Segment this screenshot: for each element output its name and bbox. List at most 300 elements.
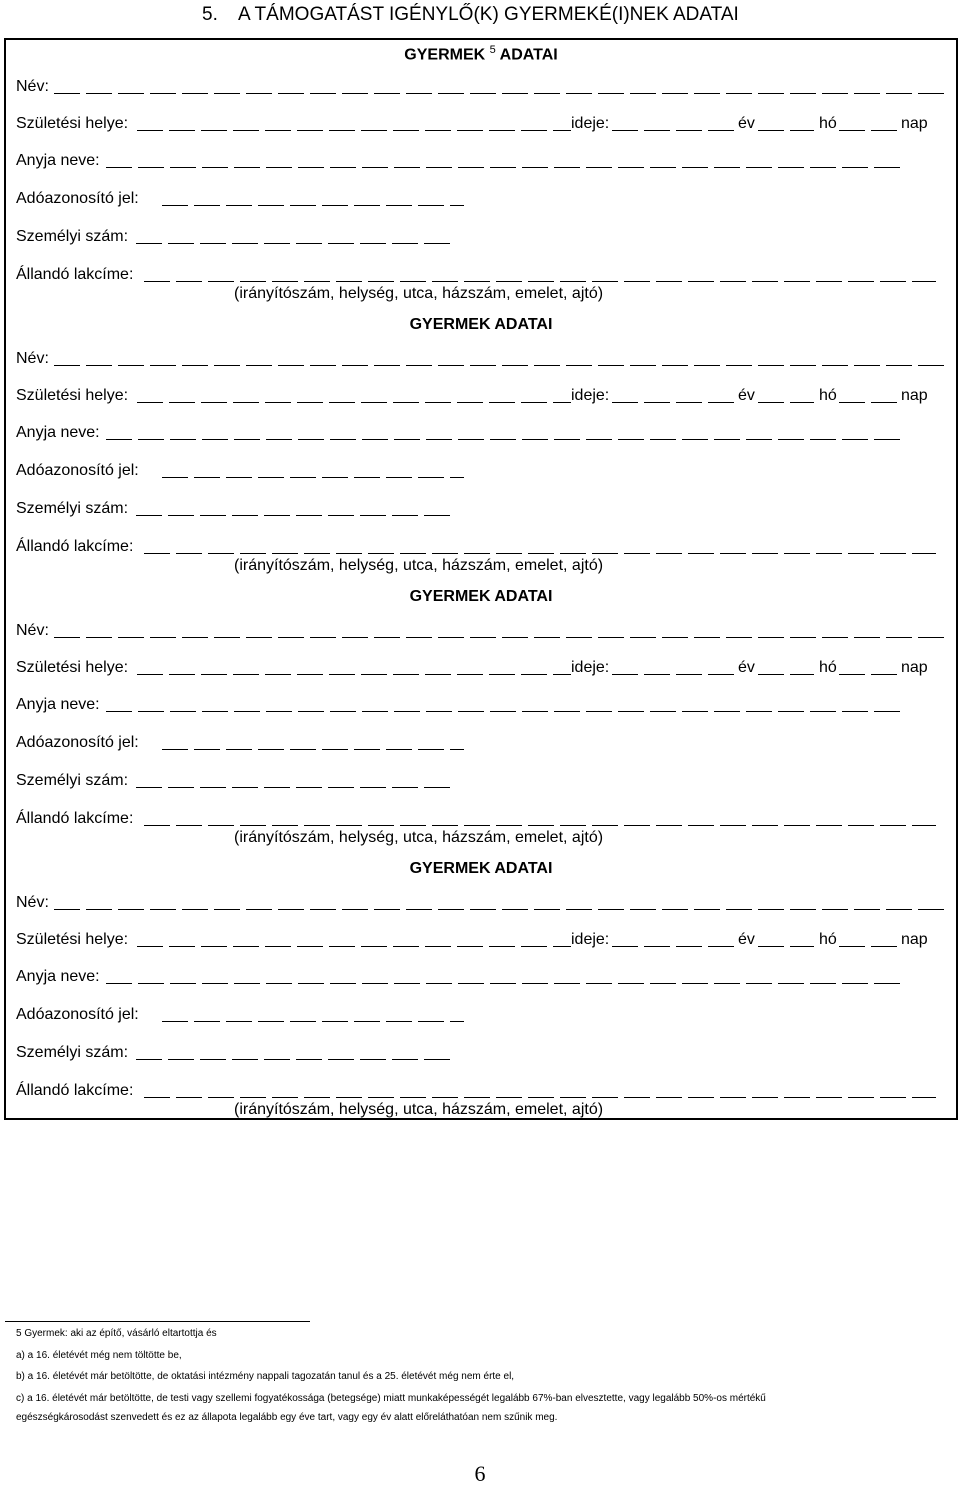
birth-date-label: ideje: bbox=[571, 931, 610, 948]
child-block-heading: GYERMEK ADATAI bbox=[409, 860, 553, 877]
footnote-5: 5 Gyermek: aki az építő, vásárló eltartottja és bbox=[16, 1328, 217, 1339]
address-label: Állandó lakcíme: bbox=[16, 538, 134, 555]
answer-line-segment bbox=[264, 1059, 290, 1060]
answer-line-segment bbox=[118, 93, 144, 94]
answer-line-segment bbox=[874, 711, 900, 712]
answer-line-segment bbox=[258, 1021, 284, 1022]
answer-line-segment bbox=[746, 439, 772, 440]
answer-line-segment bbox=[266, 167, 292, 168]
answer-line-segment bbox=[502, 93, 528, 94]
answer-line-segment bbox=[708, 402, 734, 403]
answer-line-segment bbox=[854, 637, 880, 638]
answer-line-segment bbox=[816, 281, 842, 282]
answer-line-segment bbox=[328, 1059, 354, 1060]
answer-line-segment bbox=[170, 711, 196, 712]
answer-line-segment bbox=[758, 402, 784, 403]
answer-line-segment bbox=[746, 983, 772, 984]
answer-line-segment bbox=[708, 674, 734, 675]
answer-line-segment bbox=[784, 1097, 810, 1098]
birth-date-label: ideje: bbox=[571, 659, 610, 676]
answer-line-segment bbox=[624, 553, 650, 554]
answer-line-segment bbox=[297, 402, 323, 403]
answer-line-segment bbox=[234, 167, 260, 168]
answer-line-segment bbox=[169, 402, 195, 403]
answer-line-segment bbox=[592, 1097, 618, 1098]
answer-line-segment bbox=[662, 93, 688, 94]
answer-line-segment bbox=[278, 909, 304, 910]
answer-line-segment bbox=[630, 637, 656, 638]
answer-line-segment bbox=[328, 787, 354, 788]
answer-line-segment bbox=[432, 825, 458, 826]
answer-line-segment bbox=[553, 402, 571, 403]
answer-line-segment bbox=[258, 205, 284, 206]
answer-line-segment bbox=[290, 205, 316, 206]
answer-line-segment bbox=[554, 983, 580, 984]
answer-line-segment bbox=[682, 983, 708, 984]
answer-line-segment bbox=[778, 439, 804, 440]
answer-line-segment bbox=[304, 825, 330, 826]
answer-line-segment bbox=[386, 1021, 412, 1022]
answer-line-segment bbox=[330, 711, 356, 712]
answer-line-segment bbox=[137, 674, 163, 675]
child-block-heading: GYERMEK $^5$ ADATAI bbox=[404, 44, 558, 64]
answer-line-segment bbox=[226, 1021, 252, 1022]
answer-line-segment bbox=[650, 711, 676, 712]
answer-line-segment bbox=[150, 909, 176, 910]
answer-line-segment bbox=[240, 281, 266, 282]
footnote-ref: 5 bbox=[489, 44, 496, 56]
answer-line-segment bbox=[694, 637, 720, 638]
answer-line-segment bbox=[393, 946, 419, 947]
answer-line-segment bbox=[426, 167, 452, 168]
answer-line-segment bbox=[162, 1021, 188, 1022]
answer-line-segment bbox=[650, 983, 676, 984]
answer-line-segment bbox=[354, 477, 380, 478]
answer-line-segment bbox=[322, 477, 348, 478]
answer-line-segment bbox=[822, 93, 848, 94]
answer-line-segment bbox=[534, 909, 560, 910]
answer-line-segment bbox=[438, 93, 464, 94]
answer-line-segment bbox=[290, 477, 316, 478]
answer-line-segment bbox=[854, 909, 880, 910]
name-label: Név: bbox=[16, 622, 49, 639]
answer-line-segment bbox=[644, 946, 670, 947]
answer-line-segment bbox=[848, 825, 874, 826]
answer-line-segment bbox=[726, 365, 752, 366]
answer-line-segment bbox=[842, 711, 868, 712]
tax-id-label: Adóazonosító jel: bbox=[16, 1006, 139, 1023]
answer-line-segment bbox=[726, 909, 752, 910]
answer-line-segment bbox=[426, 711, 452, 712]
answer-line-segment bbox=[362, 439, 388, 440]
answer-line-segment bbox=[489, 130, 515, 131]
answer-line-segment bbox=[362, 711, 388, 712]
answer-line-segment bbox=[424, 1059, 450, 1060]
answer-line-segment bbox=[360, 243, 386, 244]
answer-line-segment bbox=[522, 439, 548, 440]
answer-line-segment bbox=[880, 825, 906, 826]
answer-line-segment bbox=[612, 946, 638, 947]
answer-line-segment bbox=[368, 825, 394, 826]
answer-line-segment bbox=[784, 281, 810, 282]
answer-line-segment bbox=[457, 674, 483, 675]
answer-line-segment bbox=[425, 130, 451, 131]
answer-line-segment bbox=[880, 1097, 906, 1098]
answer-line-segment bbox=[144, 825, 170, 826]
answer-line-segment bbox=[676, 674, 702, 675]
answer-line-segment bbox=[362, 167, 388, 168]
answer-line-segment bbox=[392, 515, 418, 516]
answer-line-segment bbox=[272, 553, 298, 554]
answer-line-segment bbox=[662, 637, 688, 638]
answer-line-segment bbox=[202, 439, 228, 440]
answer-line-segment bbox=[458, 439, 484, 440]
answer-line-segment bbox=[278, 637, 304, 638]
answer-line-segment bbox=[560, 281, 586, 282]
answer-line-segment bbox=[496, 825, 522, 826]
answer-line-segment bbox=[656, 553, 682, 554]
child-block-heading: GYERMEK ADATAI bbox=[409, 588, 553, 605]
answer-line-segment bbox=[322, 1021, 348, 1022]
month-label: hó bbox=[819, 387, 837, 404]
address-hint: (irányítószám, helység, utca, házszám, emelet, ajtó) bbox=[234, 1101, 604, 1118]
answer-line-segment bbox=[392, 787, 418, 788]
answer-line-segment bbox=[496, 1097, 522, 1098]
answer-line-segment bbox=[298, 167, 324, 168]
mother-name-label: Anyja neve: bbox=[16, 696, 100, 713]
answer-line-segment bbox=[650, 439, 676, 440]
answer-line-segment bbox=[630, 93, 656, 94]
answer-line-segment bbox=[418, 477, 444, 478]
answer-line-segment bbox=[176, 281, 202, 282]
answer-line-segment bbox=[330, 167, 356, 168]
answer-line-segment bbox=[871, 402, 897, 403]
answer-line-segment bbox=[232, 515, 258, 516]
answer-line-segment bbox=[202, 167, 228, 168]
footnote-item-c: c) a 16. életévét már betöltötte, de testi vagy szellemi fogyatékossága (betegsége) miatt munkaképességét legalább 67%-ban elvesztette, vagy legalább 50%-os mértékű bbox=[16, 1393, 766, 1404]
answer-line-segment bbox=[726, 637, 752, 638]
answer-line-segment bbox=[790, 674, 814, 675]
answer-line-segment bbox=[630, 365, 656, 366]
personal-id-label: Személyi szám: bbox=[16, 500, 129, 517]
answer-line-segment bbox=[598, 909, 624, 910]
answer-line-segment bbox=[202, 711, 228, 712]
answer-line-segment bbox=[240, 825, 266, 826]
answer-line-segment bbox=[240, 1097, 266, 1098]
answer-line-segment bbox=[458, 711, 484, 712]
answer-line-segment bbox=[848, 281, 874, 282]
answer-line-segment bbox=[694, 93, 720, 94]
answer-line-segment bbox=[296, 1059, 322, 1060]
answer-line-segment bbox=[450, 1021, 464, 1022]
answer-line-segment bbox=[758, 909, 784, 910]
personal-id-label: Személyi szám: bbox=[16, 772, 129, 789]
answer-line-segment bbox=[400, 1097, 426, 1098]
answer-line-segment bbox=[234, 983, 260, 984]
answer-line-segment bbox=[265, 402, 291, 403]
answer-line-segment bbox=[676, 402, 702, 403]
year-label: év bbox=[738, 387, 755, 404]
answer-line-segment bbox=[265, 946, 291, 947]
answer-line-segment bbox=[496, 553, 522, 554]
answer-line-segment bbox=[682, 167, 708, 168]
answer-line-segment bbox=[272, 281, 298, 282]
mother-name-label: Anyja neve: bbox=[16, 152, 100, 169]
answer-line-segment bbox=[464, 281, 490, 282]
answer-line-segment bbox=[842, 439, 868, 440]
answer-line-segment bbox=[490, 711, 516, 712]
answer-line-segment bbox=[342, 637, 368, 638]
answer-line-segment bbox=[714, 983, 740, 984]
answer-line-segment bbox=[392, 1059, 418, 1060]
answer-line-segment bbox=[490, 167, 516, 168]
answer-line-segment bbox=[521, 946, 547, 947]
answer-line-segment bbox=[810, 983, 836, 984]
answer-line-segment bbox=[354, 1021, 380, 1022]
answer-line-segment bbox=[656, 1097, 682, 1098]
answer-line-segment bbox=[522, 167, 548, 168]
answer-line-segment bbox=[406, 637, 432, 638]
answer-line-segment bbox=[489, 402, 515, 403]
answer-line-segment bbox=[842, 167, 868, 168]
answer-line-segment bbox=[200, 1059, 226, 1060]
answer-line-segment bbox=[553, 130, 571, 131]
answer-line-segment bbox=[450, 749, 464, 750]
answer-line-segment bbox=[502, 637, 528, 638]
answer-line-segment bbox=[586, 167, 612, 168]
answer-line-segment bbox=[342, 909, 368, 910]
answer-line-segment bbox=[708, 130, 734, 131]
answer-line-segment bbox=[598, 365, 624, 366]
answer-line-segment bbox=[424, 787, 450, 788]
answer-line-segment bbox=[426, 439, 452, 440]
answer-line-segment bbox=[810, 711, 836, 712]
answer-line-segment bbox=[534, 637, 560, 638]
answer-line-segment bbox=[118, 637, 144, 638]
answer-line-segment bbox=[839, 402, 865, 403]
answer-line-segment bbox=[176, 825, 202, 826]
answer-line-segment bbox=[708, 946, 734, 947]
answer-line-segment bbox=[329, 946, 355, 947]
answer-line-segment bbox=[457, 130, 483, 131]
answer-line-segment bbox=[470, 637, 496, 638]
answer-line-segment bbox=[258, 477, 284, 478]
answer-line-segment bbox=[118, 909, 144, 910]
answer-line-segment bbox=[233, 946, 259, 947]
personal-id-label: Személyi szám: bbox=[16, 1044, 129, 1061]
answer-line-segment bbox=[470, 909, 496, 910]
child-block-3 bbox=[6, 584, 956, 854]
answer-line-segment bbox=[758, 93, 784, 94]
answer-line-segment bbox=[208, 553, 234, 554]
answer-line-segment bbox=[170, 439, 196, 440]
answer-line-segment bbox=[304, 553, 330, 554]
answer-line-segment bbox=[489, 946, 515, 947]
answer-line-segment bbox=[362, 983, 388, 984]
name-label: Név: bbox=[16, 350, 49, 367]
answer-line-segment bbox=[688, 281, 714, 282]
month-label: hó bbox=[819, 659, 837, 676]
birthplace-label: Születési helye: bbox=[16, 387, 129, 404]
answer-line-segment bbox=[144, 281, 170, 282]
answer-line-segment bbox=[592, 281, 618, 282]
answer-line-segment bbox=[214, 365, 240, 366]
answer-line-segment bbox=[418, 749, 444, 750]
answer-line-segment bbox=[290, 749, 316, 750]
answer-line-segment bbox=[298, 711, 324, 712]
answer-line-segment bbox=[618, 711, 644, 712]
answer-line-segment bbox=[528, 825, 554, 826]
answer-line-segment bbox=[296, 515, 322, 516]
answer-line-segment bbox=[264, 243, 290, 244]
answer-line-segment bbox=[264, 787, 290, 788]
answer-line-segment bbox=[246, 365, 272, 366]
answer-line-segment bbox=[310, 365, 336, 366]
answer-line-segment bbox=[790, 93, 816, 94]
answer-line-segment bbox=[374, 365, 400, 366]
answer-line-segment bbox=[554, 711, 580, 712]
answer-line-segment bbox=[425, 946, 451, 947]
answer-line-segment bbox=[136, 243, 162, 244]
answer-line-segment bbox=[200, 787, 226, 788]
answer-line-segment bbox=[272, 825, 298, 826]
answer-line-segment bbox=[118, 365, 144, 366]
answer-line-segment bbox=[176, 553, 202, 554]
answer-line-segment bbox=[418, 1021, 444, 1022]
answer-line-segment bbox=[528, 281, 554, 282]
answer-line-segment bbox=[810, 439, 836, 440]
birthplace-label: Születési helye: bbox=[16, 115, 129, 132]
answer-line-segment bbox=[226, 749, 252, 750]
answer-line-segment bbox=[880, 553, 906, 554]
answer-line-segment bbox=[278, 365, 304, 366]
answer-line-segment bbox=[106, 983, 132, 984]
answer-line-segment bbox=[778, 167, 804, 168]
answer-line-segment bbox=[822, 637, 848, 638]
answer-line-segment bbox=[208, 1097, 234, 1098]
answer-line-segment bbox=[361, 674, 387, 675]
answer-line-segment bbox=[784, 825, 810, 826]
answer-line-segment bbox=[560, 553, 586, 554]
answer-line-segment bbox=[168, 243, 194, 244]
answer-line-segment bbox=[170, 167, 196, 168]
answer-line-segment bbox=[234, 711, 260, 712]
answer-line-segment bbox=[464, 1097, 490, 1098]
answer-line-segment bbox=[386, 205, 412, 206]
section-title bbox=[202, 4, 739, 26]
answer-line-segment bbox=[394, 711, 420, 712]
answer-line-segment bbox=[720, 281, 746, 282]
answer-line-segment bbox=[662, 365, 688, 366]
footnote-item-c-continued: egészségkárosodást szenvedett és ez az állapota legalább egy éve tart, vagy egy év alatt előreláthatóan nem szűnik meg. bbox=[16, 1412, 558, 1423]
answer-line-segment bbox=[560, 825, 586, 826]
answer-line-segment bbox=[758, 946, 784, 947]
answer-line-segment bbox=[138, 439, 164, 440]
answer-line-segment bbox=[816, 825, 842, 826]
answer-line-segment bbox=[278, 93, 304, 94]
answer-line-segment bbox=[201, 402, 227, 403]
answer-line-segment bbox=[330, 439, 356, 440]
answer-line-segment bbox=[746, 167, 772, 168]
answer-line-segment bbox=[360, 515, 386, 516]
footnote-item-b: b) a 16. életévét már betöltötte, de oktatási intézmény nappali tagozatán tanul és a 25. életévét még nem érte el, bbox=[16, 1371, 515, 1382]
answer-line-segment bbox=[758, 365, 784, 366]
answer-line-segment bbox=[201, 130, 227, 131]
answer-line-segment bbox=[918, 93, 944, 94]
tax-id-label: Adóazonosító jel: bbox=[16, 462, 139, 479]
answer-line-segment bbox=[822, 365, 848, 366]
answer-line-segment bbox=[790, 637, 816, 638]
address-hint: (irányítószám, helység, utca, házszám, emelet, ajtó) bbox=[234, 829, 604, 846]
answer-line-segment bbox=[400, 825, 426, 826]
answer-line-segment bbox=[912, 553, 936, 554]
answer-line-segment bbox=[182, 909, 208, 910]
answer-line-segment bbox=[425, 674, 451, 675]
answer-line-segment bbox=[521, 130, 547, 131]
answer-line-segment bbox=[842, 983, 868, 984]
answer-line-segment bbox=[386, 477, 412, 478]
answer-line-segment bbox=[676, 946, 702, 947]
answer-line-segment bbox=[624, 825, 650, 826]
birth-date-label: ideje: bbox=[571, 387, 610, 404]
answer-line-segment bbox=[360, 1059, 386, 1060]
answer-line-segment bbox=[208, 825, 234, 826]
answer-line-segment bbox=[720, 825, 746, 826]
answer-line-segment bbox=[393, 674, 419, 675]
answer-line-segment bbox=[374, 637, 400, 638]
answer-line-segment bbox=[290, 1021, 316, 1022]
answer-line-segment bbox=[886, 93, 912, 94]
answer-line-segment bbox=[265, 674, 291, 675]
answer-line-segment bbox=[912, 1097, 936, 1098]
answer-line-segment bbox=[656, 825, 682, 826]
answer-line-segment bbox=[871, 946, 897, 947]
answer-line-segment bbox=[233, 402, 259, 403]
answer-line-segment bbox=[361, 402, 387, 403]
answer-line-segment bbox=[598, 637, 624, 638]
answer-line-segment bbox=[214, 637, 240, 638]
answer-line-segment bbox=[662, 909, 688, 910]
answer-line-segment bbox=[169, 130, 195, 131]
answer-line-segment bbox=[162, 749, 188, 750]
year-label: év bbox=[738, 659, 755, 676]
answer-line-segment bbox=[534, 93, 560, 94]
answer-line-segment bbox=[201, 946, 227, 947]
answer-line-segment bbox=[918, 909, 944, 910]
answer-line-segment bbox=[528, 553, 554, 554]
children-data-form bbox=[4, 38, 958, 1120]
answer-line-segment bbox=[714, 711, 740, 712]
answer-line-segment bbox=[489, 674, 515, 675]
answer-line-segment bbox=[438, 909, 464, 910]
answer-line-segment bbox=[464, 553, 490, 554]
answer-line-segment bbox=[874, 439, 900, 440]
answer-line-segment bbox=[464, 825, 490, 826]
answer-line-segment bbox=[874, 983, 900, 984]
answer-line-segment bbox=[720, 553, 746, 554]
answer-line-segment bbox=[752, 825, 778, 826]
child-block-4 bbox=[6, 856, 956, 1126]
answer-line-segment bbox=[336, 553, 362, 554]
answer-line-segment bbox=[310, 909, 336, 910]
answer-line-segment bbox=[232, 243, 258, 244]
answer-line-segment bbox=[618, 983, 644, 984]
answer-line-segment bbox=[871, 674, 897, 675]
answer-line-segment bbox=[822, 909, 848, 910]
answer-line-segment bbox=[450, 205, 464, 206]
answer-line-segment bbox=[170, 983, 196, 984]
answer-line-segment bbox=[266, 439, 292, 440]
